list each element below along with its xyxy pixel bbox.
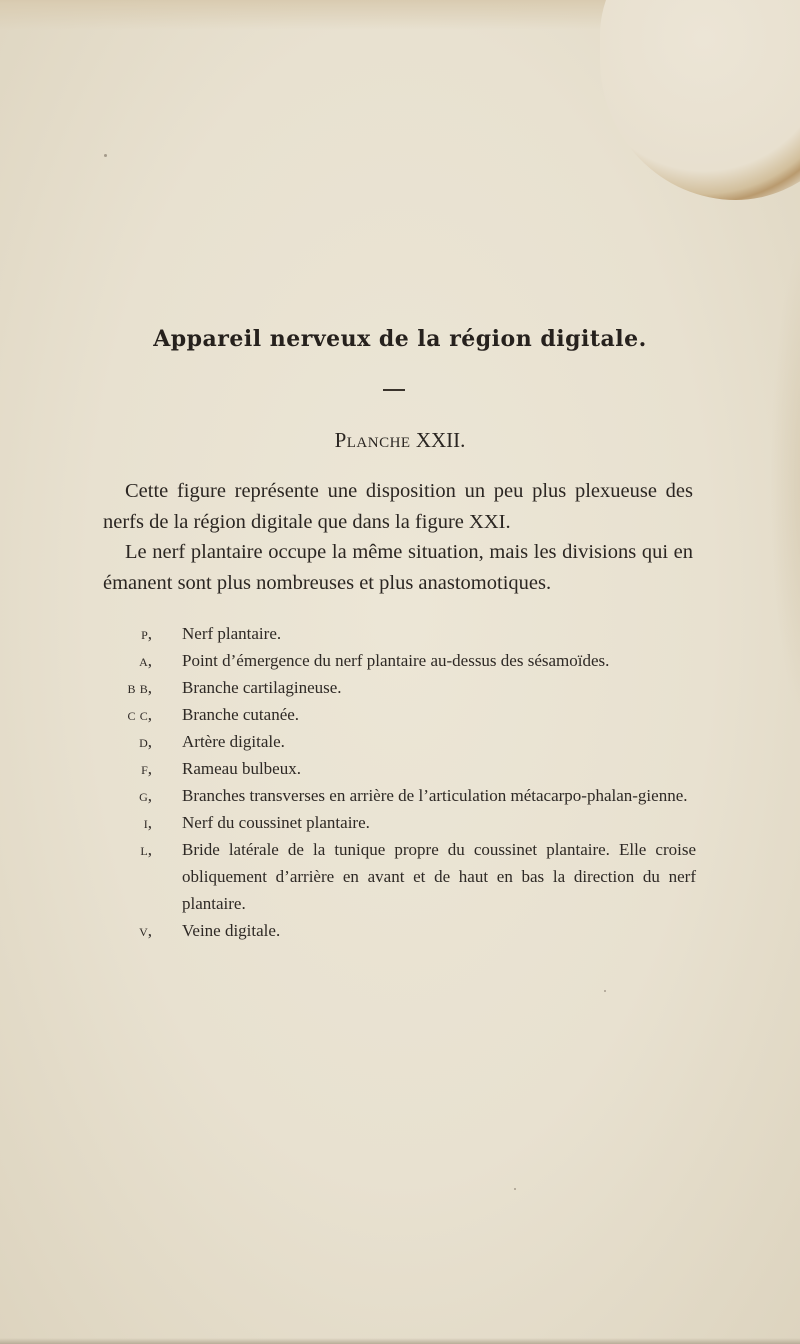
- paper-stain-top: [0, 0, 640, 30]
- legend-key: f,: [141, 759, 152, 778]
- legend-key: v,: [139, 921, 152, 940]
- legend-text: Branche cartilagineuse.: [182, 678, 342, 697]
- legend-key: p,: [141, 624, 152, 643]
- legend-key: g,: [139, 786, 152, 805]
- description-paragraph: Le nerf plantaire occupe la même situation, mais les divisions qui en émanent sont plus nombreuses et plus anastomotiques.: [103, 541, 693, 594]
- legend-key: i,: [143, 813, 152, 832]
- legend-key: d,: [139, 732, 152, 751]
- paper-stain-right: [770, 230, 800, 730]
- legend-text: Rameau bulbeux.: [182, 759, 301, 778]
- legend-item: [96, 674, 696, 701]
- paper-speck: [604, 990, 606, 992]
- plate-label: Planche: [334, 428, 411, 452]
- legend-item: [96, 647, 696, 674]
- intro-paragraph: Cette figure représente une disposition un peu plus plexueuse des nerfs de la région digitale que dans la figure XXI.: [103, 480, 693, 533]
- legend-text: Nerf du coussinet plantaire.: [182, 813, 370, 832]
- legend-key: l,: [140, 840, 152, 859]
- legend-item: [96, 701, 696, 728]
- plate-heading: [0, 428, 800, 453]
- legend-item: [96, 809, 696, 836]
- paper-speck: [104, 154, 107, 157]
- legend-item: [96, 917, 696, 944]
- legend-item: [96, 728, 696, 755]
- legend-text: Bride latérale de la tunique propre du coussinet plantaire. Elle croise obliquement d’arrière en avant et de haut en bas la direction du nerf plantaire.: [182, 840, 696, 913]
- legend-item: [96, 836, 696, 917]
- page-bottom-edge: [0, 1338, 800, 1344]
- document-title: Appareil nerveux de la région digitale.: [153, 326, 647, 352]
- legend-key: c c,: [127, 705, 152, 724]
- legend-item: [96, 782, 696, 809]
- title-divider: [383, 389, 405, 391]
- legend-text: Nerf plantaire.: [182, 624, 282, 643]
- legend-item: [96, 755, 696, 782]
- legend-text: Branches transverses en arrière de l’articulation métacarpo-phalan-gienne.: [182, 786, 688, 805]
- plate-number: XXII.: [415, 428, 466, 452]
- legend-item: [96, 620, 696, 647]
- paper-speck: [514, 1188, 516, 1190]
- legend-text: Veine digitale.: [182, 921, 281, 940]
- legend-text: Point d’émergence du nerf plantaire au-dessus des sésamoïdes.: [182, 651, 610, 670]
- figure-legend: [96, 620, 696, 944]
- legend-key: a,: [139, 651, 152, 670]
- legend-key: b b,: [127, 678, 152, 697]
- legend-text: Branche cutanée.: [182, 705, 300, 724]
- legend-text: Artère digitale.: [182, 732, 285, 751]
- paper-stain-corner: [600, 0, 800, 200]
